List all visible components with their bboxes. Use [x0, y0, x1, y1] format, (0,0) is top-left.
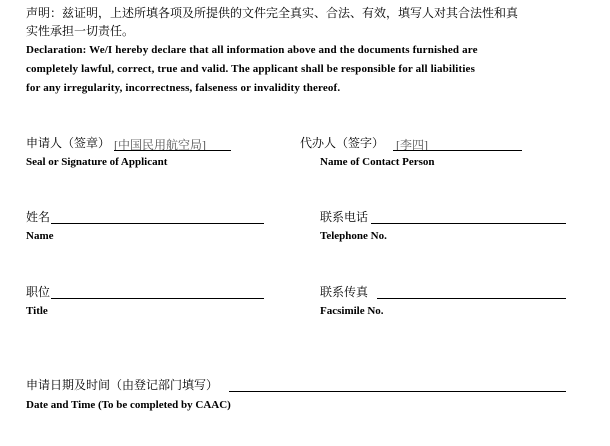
contact-person-label-en: Name of Contact Person	[320, 156, 435, 168]
name-label-en: Name	[26, 230, 54, 242]
name-label-cn: 姓名	[26, 210, 51, 224]
date-label-cn: 申请日期及时间（由登记部门填写）	[26, 378, 219, 392]
title-label-en: Title	[26, 305, 48, 317]
date-label-en: Date and Time (To be completed by CAAC)	[26, 399, 231, 411]
telephone-input-line[interactable]	[371, 223, 566, 224]
name-input-line[interactable]	[51, 223, 264, 224]
contact-person-signature-line	[393, 150, 522, 151]
declaration-en-line1: Declaration: We/I hereby declare that all information above and the documents furnished are	[26, 44, 478, 56]
declaration-cn-line1: 声明：兹证明，上述所填各项及所提供的文件完全真实、合法、有效，填写人对其合法性和真	[26, 6, 519, 20]
declaration-en-line2: completely lawful, correct, true and valid. The applicant shall be responsible for all liabilities	[26, 63, 476, 75]
applicant-label-en: Seal or Signature of Applicant	[26, 156, 168, 168]
applicant-value[interactable]: [中国民用航空局]	[114, 138, 206, 152]
contact-person-label-cn: 代办人（签字）	[300, 136, 385, 150]
telephone-label-en: Telephone No.	[320, 230, 387, 242]
declaration-cn-line2: 实性承担一切责任。	[26, 24, 135, 38]
fax-label-cn: 联系传真	[320, 285, 369, 299]
telephone-label-cn: 联系电话	[320, 210, 369, 224]
applicant-label-cn: 申请人（签章）	[26, 136, 111, 150]
date-input-line[interactable]	[229, 391, 566, 392]
fax-label-en: Facsimile No.	[320, 305, 384, 317]
contact-person-value[interactable]: [李四]	[396, 138, 428, 152]
fax-input-line[interactable]	[377, 298, 566, 299]
title-label-cn: 职位	[26, 285, 51, 299]
title-input-line[interactable]	[51, 298, 264, 299]
applicant-signature-line	[114, 150, 231, 151]
declaration-en-line3: for any irregularity, incorrectness, falseness or invalidity thereof.	[26, 82, 341, 94]
